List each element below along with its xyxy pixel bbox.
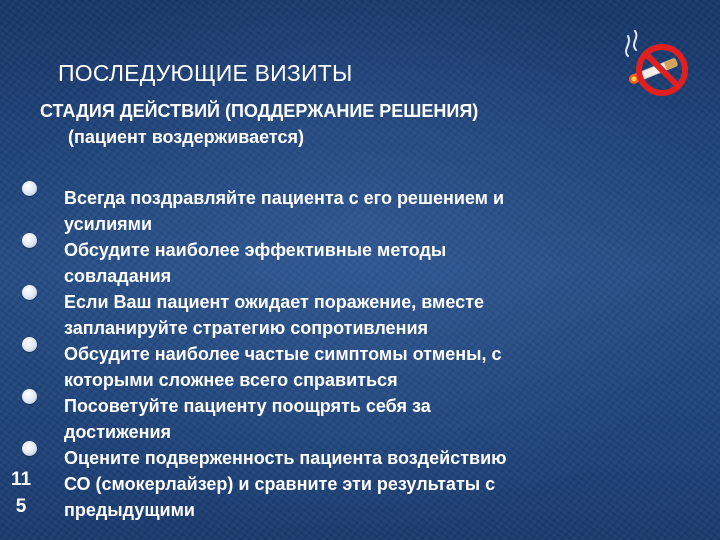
stage-heading-line2: (пациент воздерживается) xyxy=(68,127,304,147)
smoke-swirl-icon xyxy=(626,36,629,56)
bullet-text-line: Посоветуйте пациенту поощрять себя за xyxy=(64,396,431,416)
slide-number-line1: 11 xyxy=(10,469,32,490)
bullet-dot-icon xyxy=(22,389,37,404)
bullet-item xyxy=(22,341,692,393)
bullet-item xyxy=(22,393,692,445)
bullet-text-line: Обсудите наиболее эффективные методы xyxy=(64,240,447,260)
bullet-text-line: Если Ваш пациент ожидает поражение, вместе xyxy=(64,292,484,312)
slide-number xyxy=(6,466,36,520)
bullet-text-line: предыдущими xyxy=(64,500,195,520)
bullet-text-line: совладания xyxy=(64,266,172,286)
bullet-text-line: которыми сложнее всего справиться xyxy=(64,370,398,390)
bullet-list xyxy=(22,185,692,523)
slide-number-line2: 5 xyxy=(15,496,27,517)
bullet-item xyxy=(22,185,692,237)
bullet-item xyxy=(22,289,692,341)
no-smoking-icon xyxy=(620,30,692,100)
bullet-text-line: Оцените подверженность пациента воздействию xyxy=(64,448,507,468)
bullet-text-line: Обсудите наиболее частые симптомы отмены, с xyxy=(64,344,502,364)
bullet-dot-icon xyxy=(22,233,37,248)
bullet-text-line: запланируйте стратегию сопротивления xyxy=(64,318,429,338)
bullet-item xyxy=(22,237,692,289)
bullet-dot-icon xyxy=(22,441,37,456)
smoke-swirl-icon xyxy=(634,31,636,50)
bullet-dot-icon xyxy=(22,285,37,300)
bullet-dot-icon xyxy=(22,181,37,196)
bullet-text-line: Всегда поздравляйте пациента с его решением и xyxy=(64,188,505,208)
bullet-text-line: СО (смокерлайзер) и сравните эти результаты с xyxy=(64,474,496,494)
slide-title: ПОСЛЕДУЮЩИЕ ВИЗИТЫ xyxy=(58,60,353,86)
bullet-item xyxy=(22,445,692,523)
bullet-text-line: усилиями xyxy=(64,214,153,234)
bullet-dot-icon xyxy=(22,337,37,352)
bullet-text-line: достижения xyxy=(64,422,172,442)
stage-heading-line1: СТАДИЯ ДЕЙСТВИЙ (ПОДДЕРЖАНИЕ РЕШЕНИЯ) xyxy=(40,101,479,121)
stage-heading xyxy=(40,98,478,150)
